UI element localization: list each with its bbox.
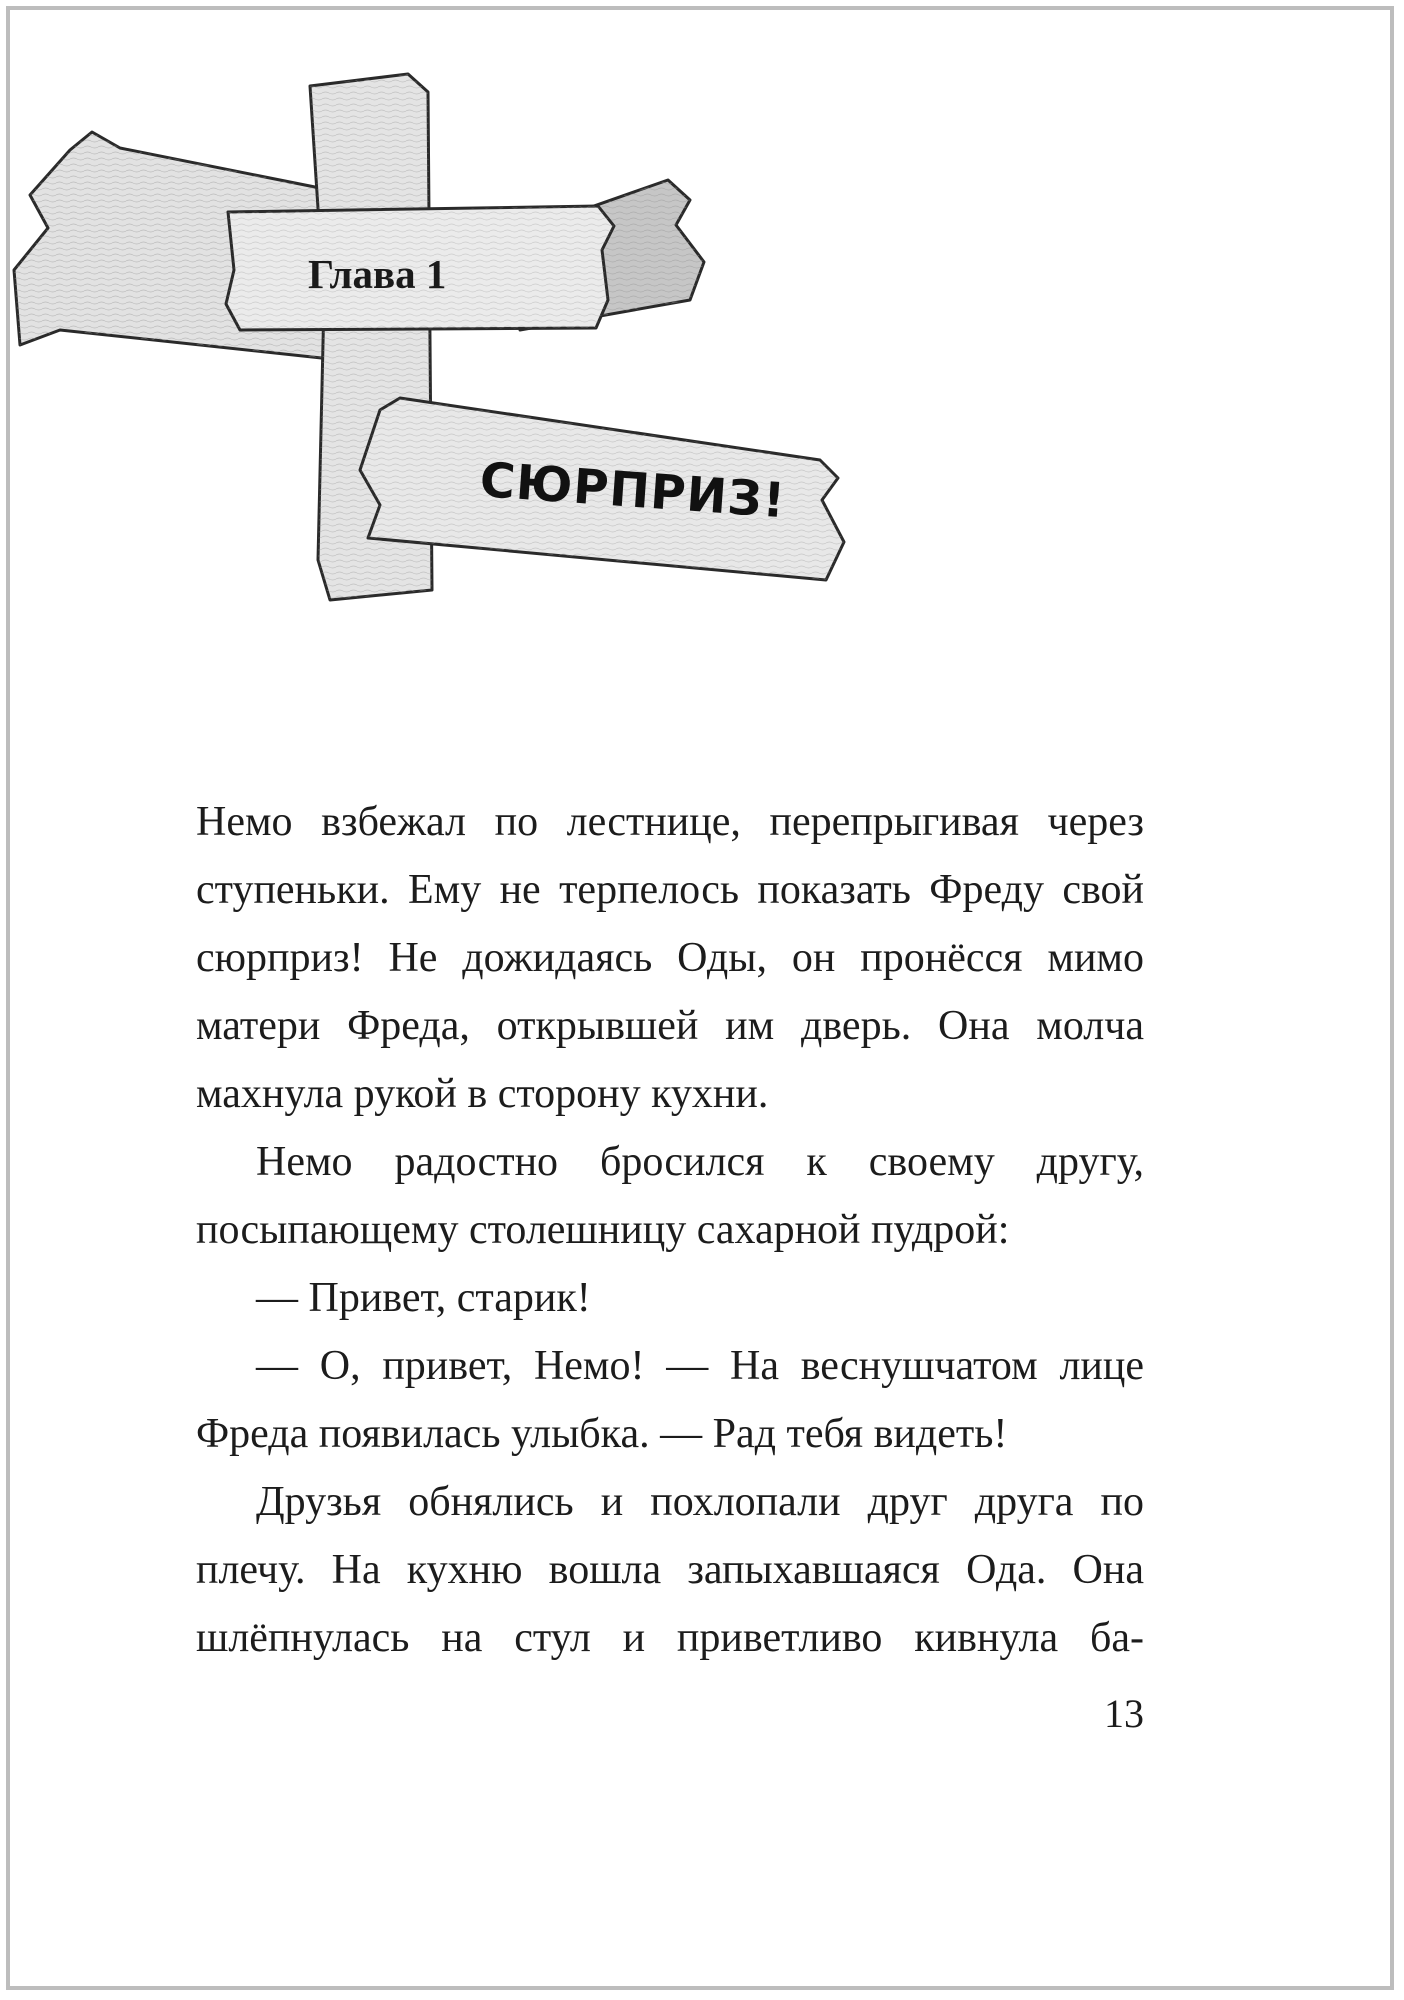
- page-number: 13: [1104, 1691, 1144, 1736]
- wooden-signpost-illustration: [0, 0, 900, 660]
- dialogue-line: — О, привет, Немо! — На веснушчатом лице Фреда появилась улыбка. — Рад тебя видеть!: [196, 1343, 1144, 1457]
- chapter-label: Глава 1: [308, 251, 447, 297]
- paragraph: Немо радостно бросился к своему другу, посыпающему столешницу сахарной пудрой:: [196, 1139, 1144, 1253]
- chapter-title: СЮРПРИЗ!: [478, 452, 788, 530]
- paragraph: Немо взбежал по лестнице, перепрыгивая через ступеньки. Ему не терпелось показать Фреду свой сюрприз! Не дожидаясь Оды, он пронёсся мимо матери Фреда, открывшей им дверь. Она молча махнула рукой в сторону кухни.: [196, 799, 1144, 1117]
- paragraph: Друзья обнялись и похлопали друг друга по плечу. На кухню вошла запыхавшаяся Ода. Она шлёпнулась на стул и приветливо кивнула ба-: [196, 1479, 1144, 1661]
- chapter-body: [196, 788, 1144, 1672]
- dialogue-line: — Привет, старик!: [256, 1275, 591, 1321]
